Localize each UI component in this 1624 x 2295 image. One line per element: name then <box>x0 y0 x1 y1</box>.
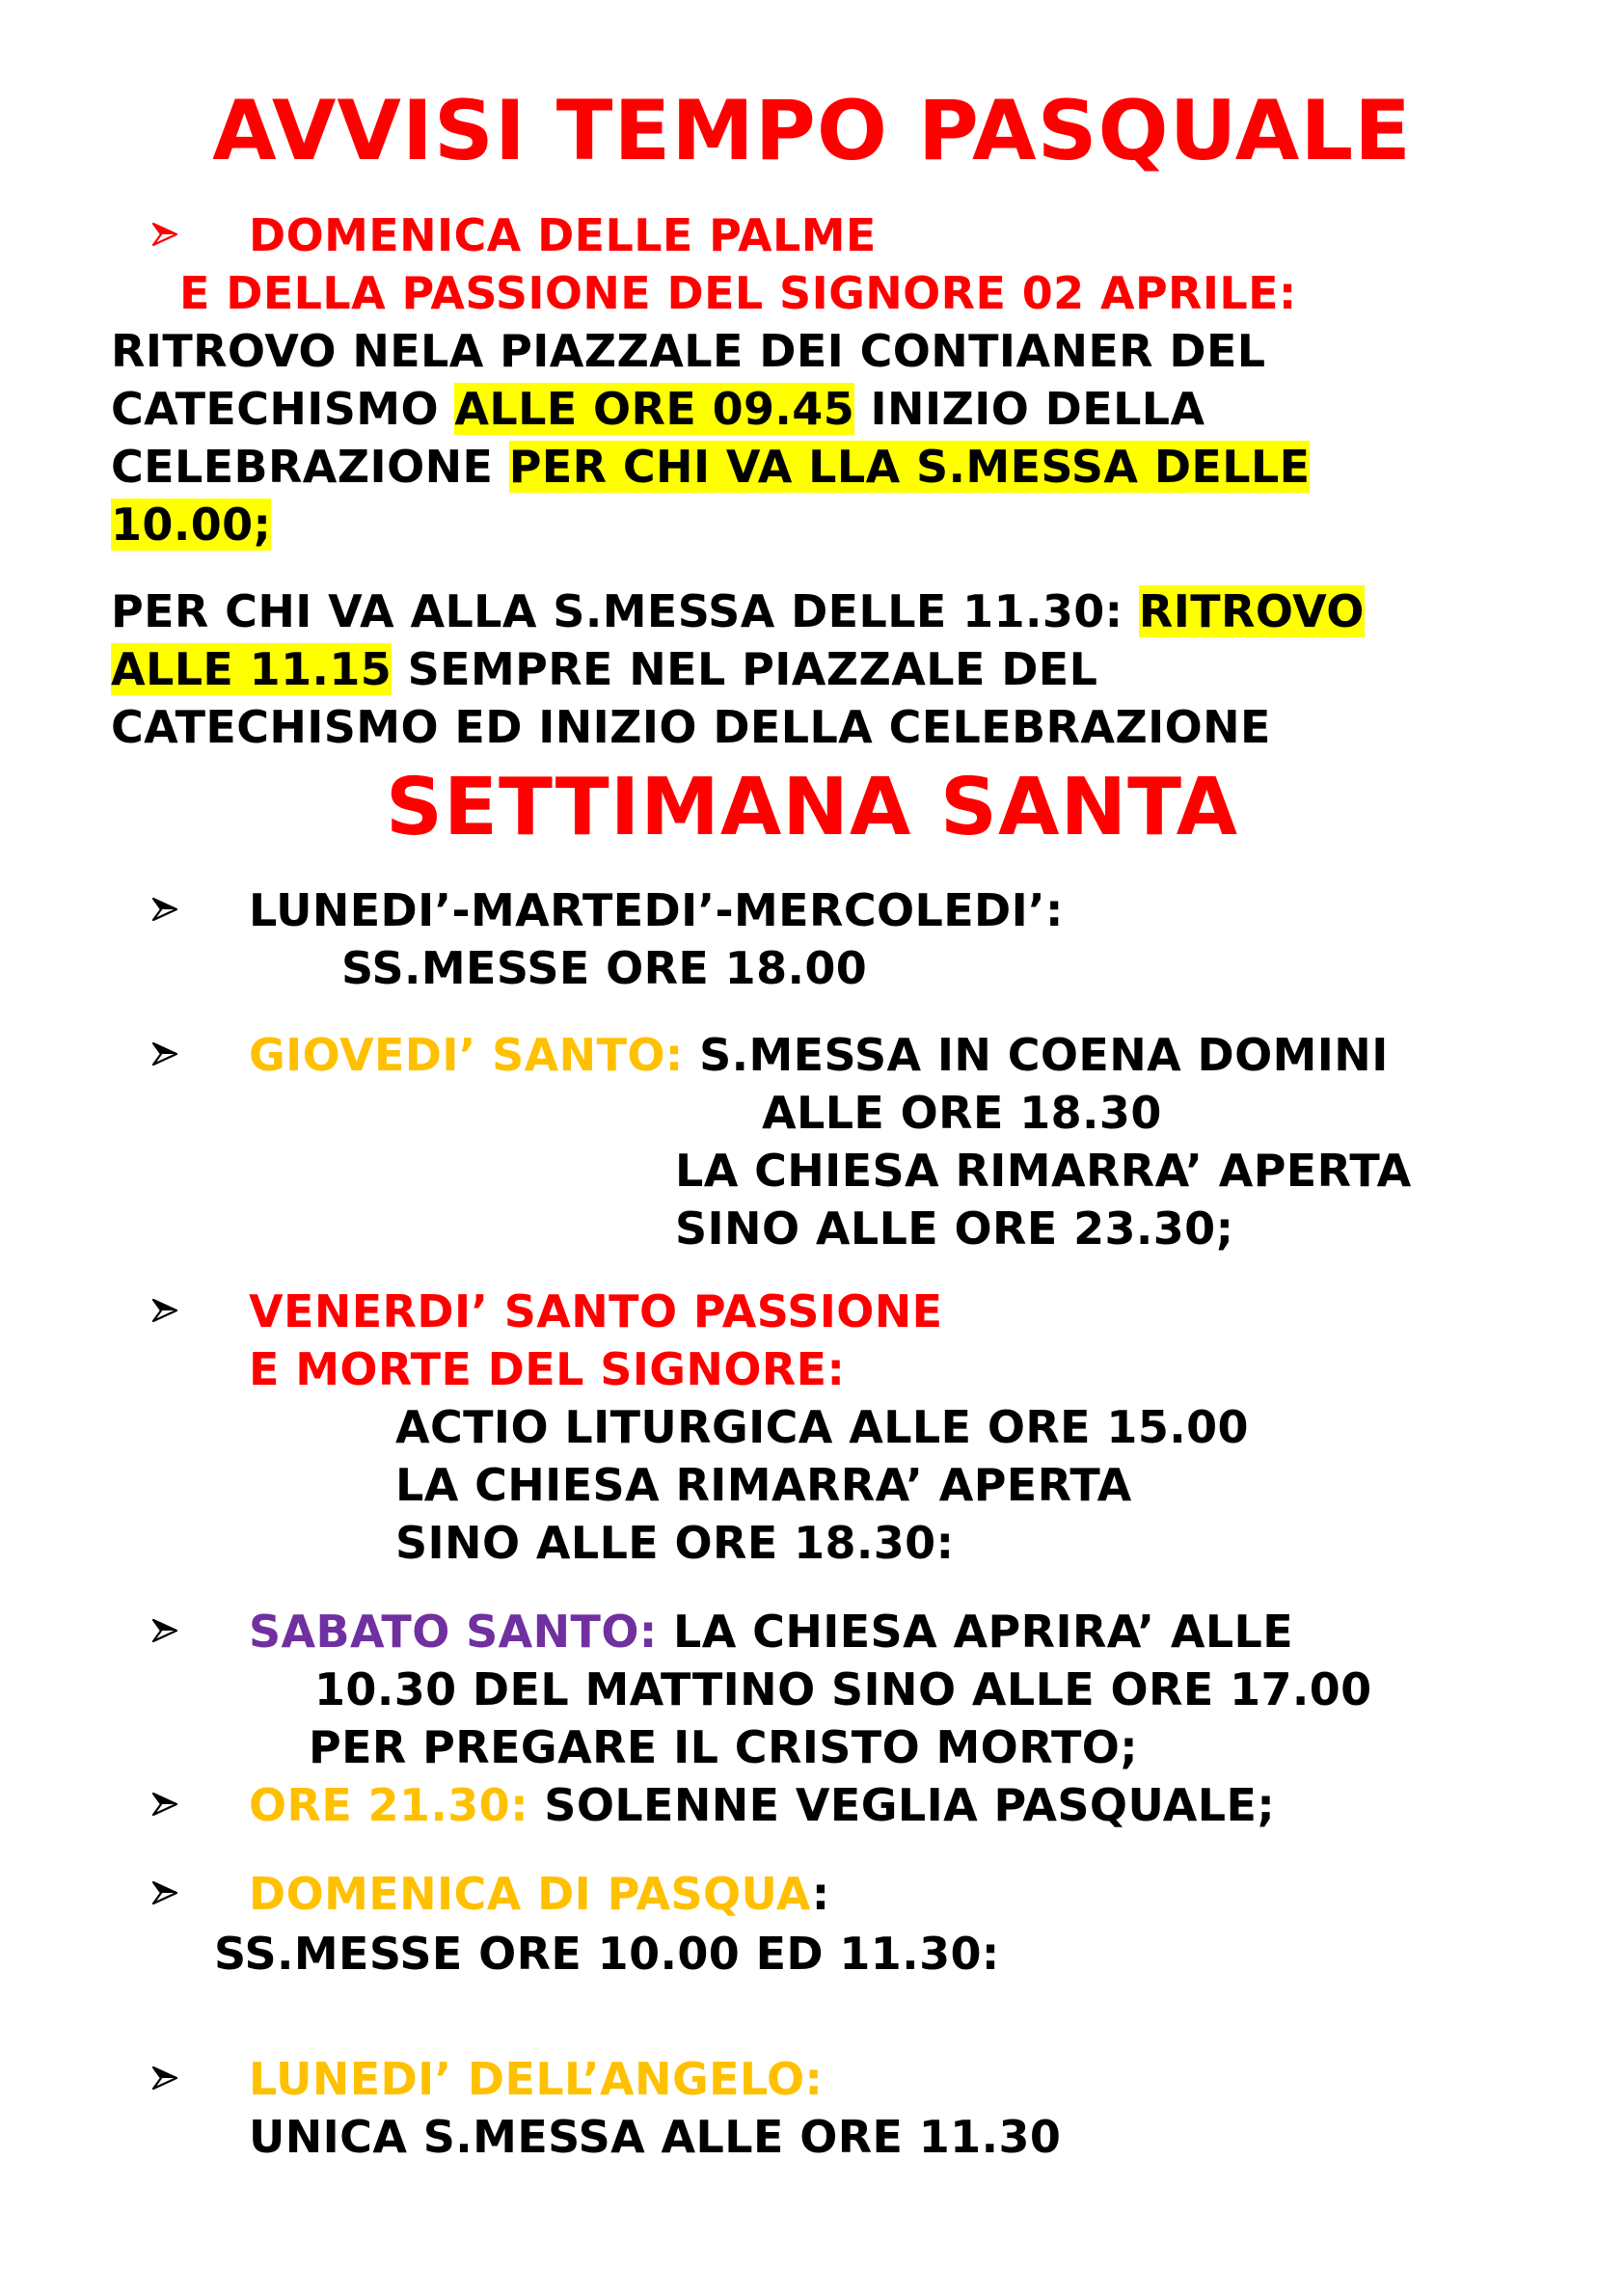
palme-highlight-time-2: ALLE 11.15 <box>111 643 392 695</box>
sab-label: SABATO SANTO: <box>249 1606 658 1658</box>
palme-text-line-3 <box>111 438 1310 496</box>
gio-label: GIOVEDI’ SANTO: <box>249 1029 684 1081</box>
arrow-bullet-icon <box>150 895 179 924</box>
sab-text: LA CHIESA APRIRA’ ALLE <box>657 1606 1294 1658</box>
sab-line-1 <box>249 1603 1293 1660</box>
ven-heading-2: E MORTE DEL SIGNORE: <box>249 1343 846 1395</box>
palme-highlight-ritrovo: RITROVO <box>1138 585 1365 637</box>
palme-text-line-2 <box>111 380 1205 438</box>
ven-line-5: SINO ALLE ORE 18.30: <box>395 1517 955 1569</box>
pas-line-2: SS.MESSE ORE 10.00 ED 11.30: <box>214 1928 1000 1980</box>
ang-label: LUNEDI’ DELL’ANGELO: <box>249 2053 824 2105</box>
palme-heading-2: E DELLA PASSIONE DEL SIGNORE 02 APRILE: <box>179 267 1297 319</box>
section-title: SETTIMANA SANTA <box>385 762 1239 853</box>
palme-text-line-7: CATECHISMO ED INIZIO DELLA CELEBRAZIONE <box>111 701 1271 753</box>
ore-text: SOLENNE VEGLIA PASQUALE; <box>528 1779 1276 1831</box>
arrow-bullet-icon <box>150 220 179 249</box>
pas-label: DOMENICA DI PASQUA <box>249 1868 812 1920</box>
ven-heading-1: VENERDI’ SANTO PASSIONE <box>249 1285 943 1337</box>
palme-text: SEMPRE NEL PIAZZALE DEL <box>392 643 1098 695</box>
palme-highlight-hour: 10.00; <box>111 499 272 551</box>
lun-detail: SS.MESSE ORE 18.00 <box>341 942 868 994</box>
arrow-bullet-icon <box>150 1790 179 1819</box>
gio-line-1 <box>249 1026 1389 1084</box>
arrow-bullet-icon <box>150 1040 179 1068</box>
arrow-bullet-icon <box>150 1878 179 1907</box>
palme-text-line-5 <box>111 582 1365 640</box>
sab-line-2: 10.30 DEL MATTINO SINO ALLE ORE 17.00 <box>314 1663 1372 1715</box>
palme-highlight-mass: PER CHI VA LLA S.MESSA DELLE <box>508 441 1311 493</box>
gio-line-2: ALLE ORE 18.30 <box>762 1087 1162 1139</box>
gio-line-4: SINO ALLE ORE 23.30; <box>675 1202 1234 1255</box>
lun-heading: LUNEDI’-MARTEDI’-MERCOLEDI’: <box>249 884 1064 936</box>
ore-label: ORE 21.30: <box>249 1779 528 1831</box>
palme-highlight-time: ALLE ORE 09.45 <box>454 383 855 435</box>
palme-text-line-1: RITROVO NELA PIAZZALE DEI CONTIANER DEL <box>111 325 1266 377</box>
pas-colon: : <box>811 1868 830 1920</box>
palme-text: CATECHISMO <box>111 383 455 435</box>
ore-line <box>249 1776 1275 1834</box>
palme-text: CELEBRAZIONE <box>111 441 509 493</box>
sab-line-3: PER PREGARE IL CRISTO MORTO; <box>309 1721 1139 1773</box>
page-title: AVVISI TEMPO PASQUALE <box>212 83 1412 179</box>
arrow-bullet-icon <box>150 1296 179 1325</box>
palme-text: PER CHI VA ALLA S.MESSA DELLE 11.30: <box>111 585 1139 637</box>
ang-line-2: UNICA S.MESSA ALLE ORE 11.30 <box>249 2111 1062 2163</box>
palme-text: INIZIO DELLA <box>854 383 1205 435</box>
palme-text-line-4 <box>111 496 271 554</box>
palme-text-line-6 <box>111 640 1097 698</box>
palme-heading-1: DOMENICA DELLE PALME <box>249 209 877 261</box>
gio-text: S.MESSA IN COENA DOMINI <box>683 1029 1389 1081</box>
ven-line-4: LA CHIESA RIMARRA’ APERTA <box>395 1459 1132 1511</box>
ven-line-3: ACTIO LITURGICA ALLE ORE 15.00 <box>395 1401 1249 1453</box>
pas-line-1 <box>249 1865 830 1923</box>
arrow-bullet-icon <box>150 2064 179 2092</box>
gio-line-3: LA CHIESA RIMARRA’ APERTA <box>675 1145 1412 1197</box>
arrow-bullet-icon <box>150 1616 179 1645</box>
